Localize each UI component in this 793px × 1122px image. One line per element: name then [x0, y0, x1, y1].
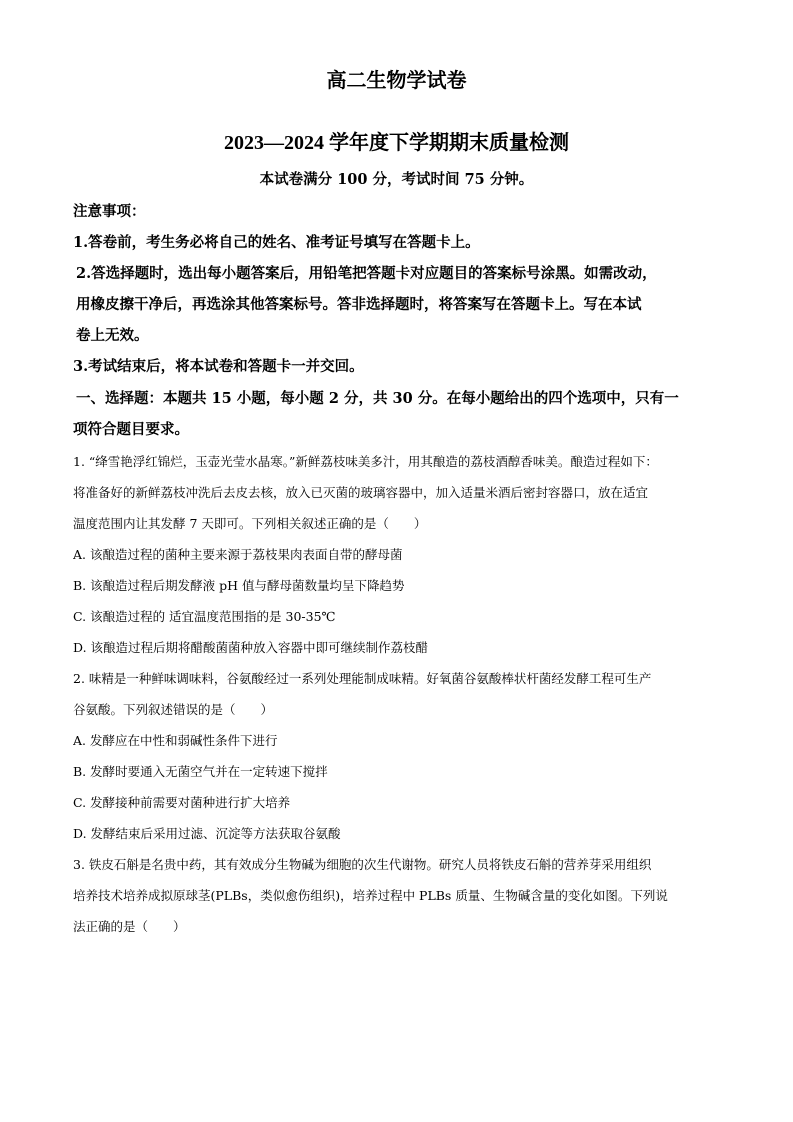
notice-item-3: 3.考试结束后，将本试卷和答题卡一并交回。: [73, 358, 364, 375]
q2-option-c: C. 发酵接种前需要对菌种进行扩大培养: [73, 795, 291, 810]
q3-stem-line-3: 法正确的是（ ）: [73, 919, 186, 934]
q2-option-a: A. 发酵应在中性和弱碱性条件下进行: [73, 733, 278, 748]
q2-stem-line-2: 谷氨酸。下列叙述错误的是（ ）: [73, 702, 274, 717]
section-1-line-1: 一、选择题：本题共 15 小题，每小题 2 分，共 30 分。在每小题给出的四个选项中，只有一: [76, 390, 679, 407]
q1-option-a: A. 该酿造过程的菌种主要来源于荔枝果肉表面自带的酵母菌: [73, 547, 403, 562]
q1-stem-line-3: 温度范围内让其发酵 7 天即可。下列相关叙述正确的是（ ）: [73, 516, 427, 531]
q3-stem-line-1: 3. 铁皮石斛是名贵中药，其有效成分生物碱为细胞的次生代谢物。研究人员将铁皮石斛的营养芽采用组织: [73, 857, 652, 872]
q1-stem-line-1: 1. “绛雪艳浮红锦烂，玉壶光莹水晶寒。”新鲜荔枝味美多汁，用其酿造的荔枝酒醇香味美。酿造过程如下：: [73, 454, 658, 469]
exam-title: 高二生物学试卷: [326, 68, 467, 92]
notice-item-2-line-1: 2.答选择题时，选出每小题答案后，用铅笔把答题卡对应题目的答案标号涂黑。如需改动，: [76, 265, 657, 282]
notice-item-2-line-3: 卷上无效。: [76, 327, 149, 344]
section-1-line-2: 项符合题目要求。: [73, 421, 189, 438]
notice-heading: 注意事项：: [73, 203, 146, 220]
q3-stem-line-2: 培养技术培养成拟原球茎(PLBs，类似愈伤组织)，培养过程中 PLBs 质量、生物碱含量的变化如图。下列说: [73, 888, 668, 903]
exam-info: 本试卷满分 100 分，考试时间 75 分钟。: [259, 171, 534, 188]
q1-option-b: B. 该酿造过程后期发酵液 pH 值与酵母菌数量均呈下降趋势: [73, 578, 405, 593]
q2-option-d: D. 发酵结束后采用过滤、沉淀等方法获取谷氨酸: [73, 826, 341, 841]
q2-stem-line-1: 2. 味精是一种鲜味调味料，谷氨酸经过一系列处理能制成味精。好氧菌谷氨酸棒状杆菌经发酵工程可生产: [73, 671, 652, 686]
q1-stem-line-2: 将准备好的新鲜荔枝冲洗后去皮去核，放入已灭菌的玻璃容器中，加入适量米酒后密封容器口，放在适宜: [73, 485, 649, 500]
q2-option-b: B. 发酵时要通入无菌空气并在一定转速下搅拌: [73, 764, 328, 779]
notice-item-1: 1.答卷前，考生务必将自己的姓名、准考证号填写在答题卡上。: [73, 234, 480, 251]
notice-item-2-line-2: 用橡皮擦干净后，再选涂其他答案标号。答非选择题时，将答案写在答题卡上。写在本试: [76, 296, 642, 313]
q1-option-d: D. 该酿造过程后期将醋酸菌菌种放入容器中即可继续制作荔枝醋: [73, 640, 429, 655]
exam-subtitle: 2023—2024 学年度下学期期末质量检测: [224, 132, 569, 154]
q1-option-c: C. 该酿造过程的 适宜温度范围指的是 30-35℃: [73, 609, 336, 624]
